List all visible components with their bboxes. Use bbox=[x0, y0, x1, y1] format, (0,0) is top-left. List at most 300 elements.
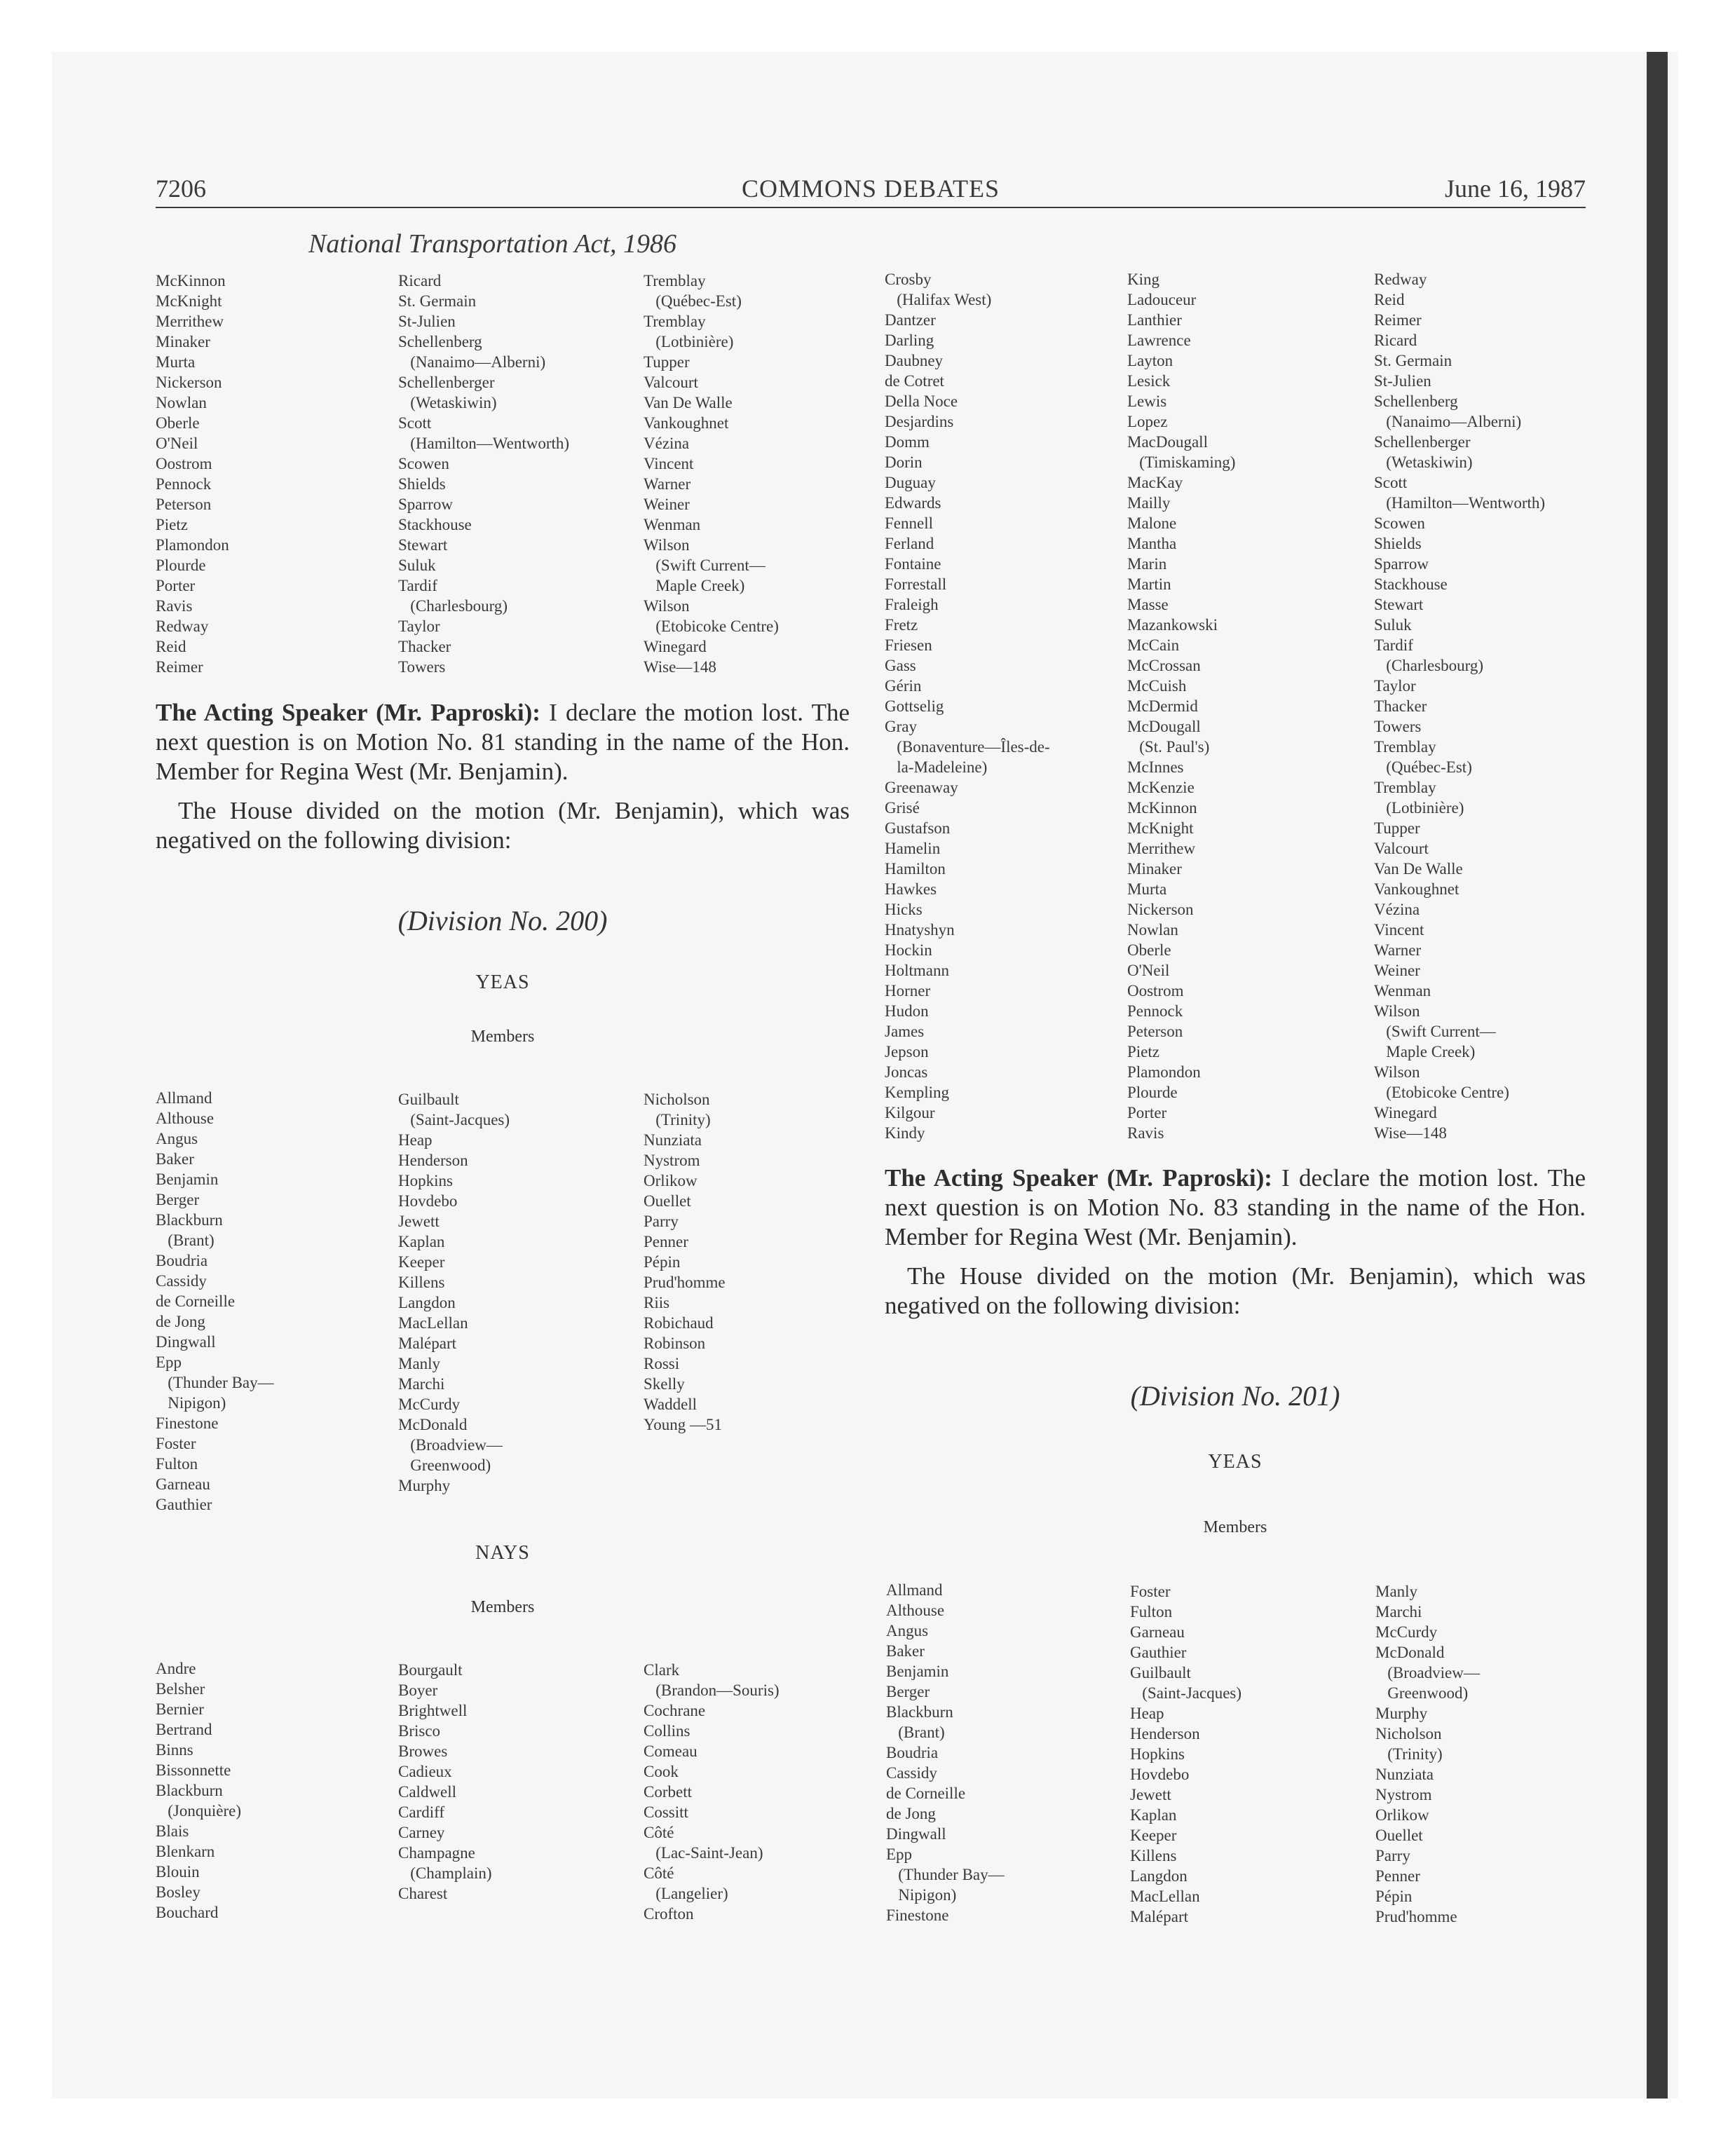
member-name: Ouellet bbox=[1375, 1827, 1423, 1844]
member-name: Lesick bbox=[1127, 372, 1171, 390]
member-name: de Cotret bbox=[885, 372, 944, 390]
member-name: O'Neil bbox=[156, 435, 198, 452]
member-name: Nicholson bbox=[644, 1091, 710, 1108]
member-name: Gérin bbox=[885, 677, 922, 695]
member-name: Hockin bbox=[885, 941, 932, 959]
member-name: Schellenberg bbox=[398, 333, 482, 350]
yeas-heading-left: YEAS bbox=[475, 971, 530, 993]
member-name: Dantzer bbox=[885, 311, 936, 329]
member-name: Duguay bbox=[885, 474, 936, 491]
member-name: Manly bbox=[1375, 1583, 1418, 1600]
member-name: Forrestall bbox=[885, 575, 947, 593]
member-name: Porter bbox=[1127, 1104, 1167, 1121]
member-name: Ricard bbox=[398, 272, 442, 289]
member-name: Taylor bbox=[1374, 677, 1416, 695]
member-name: Gauthier bbox=[156, 1496, 212, 1513]
member-name: Skelly bbox=[644, 1375, 685, 1393]
member-name: Taylor bbox=[398, 618, 440, 635]
member-name: Vézina bbox=[1374, 901, 1420, 918]
member-name: McCain bbox=[1127, 636, 1180, 654]
header-rule bbox=[156, 207, 1586, 208]
member-name: Layton bbox=[1127, 352, 1173, 369]
member-name: Jepson bbox=[885, 1043, 929, 1060]
member-name: Valcourt bbox=[644, 374, 698, 391]
member-name: (Québec-Est) bbox=[644, 292, 742, 310]
member-name: Stewart bbox=[1374, 596, 1424, 613]
member-name: Heap bbox=[398, 1131, 433, 1149]
member-name: Blackburn bbox=[156, 1211, 223, 1229]
member-name: Mailly bbox=[1127, 494, 1171, 512]
member-name: Stackhouse bbox=[398, 516, 472, 533]
yeas-members-label-right: Members bbox=[1203, 1518, 1267, 1536]
speaker-label: The Acting Speaker (Mr. Paproski): bbox=[885, 1164, 1272, 1192]
member-name: (Trinity) bbox=[644, 1111, 711, 1128]
member-name: (Etobicoke Centre) bbox=[1374, 1084, 1509, 1101]
member-name: Vankoughnet bbox=[644, 414, 729, 432]
speaker-paragraph-left bbox=[156, 698, 850, 786]
member-name: Pietz bbox=[1127, 1043, 1159, 1060]
member-name: Comeau bbox=[644, 1742, 698, 1760]
member-name: Reimer bbox=[1374, 311, 1422, 329]
member-name: Fennell bbox=[885, 514, 933, 532]
member-name: Ferland bbox=[885, 535, 934, 552]
member-name: (Charlesbourg) bbox=[1374, 657, 1484, 674]
member-name: Murta bbox=[156, 353, 196, 371]
member-name: Wise—148 bbox=[1374, 1124, 1447, 1142]
member-name: Van De Walle bbox=[644, 394, 733, 411]
member-name: (Nanaimo—Alberni) bbox=[1374, 413, 1522, 430]
member-name: (Halifax West) bbox=[885, 291, 992, 308]
member-name: St. Germain bbox=[398, 292, 477, 310]
right-yeas-list-3 bbox=[1375, 1581, 1480, 1927]
member-name: Valcourt bbox=[1374, 840, 1429, 857]
member-name: Reid bbox=[156, 638, 186, 655]
member-name: Thacker bbox=[1374, 697, 1427, 715]
member-name: Gustafson bbox=[885, 819, 951, 837]
member-name: Greenwood) bbox=[1375, 1684, 1469, 1702]
member-name: McDougall bbox=[1127, 718, 1201, 735]
member-name: Wilson bbox=[644, 536, 690, 554]
member-name: Epp bbox=[156, 1353, 182, 1371]
member-name: Caldwell bbox=[398, 1783, 457, 1801]
member-name: Jewett bbox=[398, 1213, 440, 1230]
member-name: Jewett bbox=[1130, 1786, 1171, 1803]
member-name: Mazankowski bbox=[1127, 616, 1218, 634]
member-name: McCuish bbox=[1127, 677, 1187, 695]
member-name: Murta bbox=[1127, 880, 1167, 898]
member-name: Corbett bbox=[644, 1783, 692, 1801]
member-name: Weiner bbox=[644, 496, 690, 513]
member-name: Malone bbox=[1127, 514, 1177, 532]
member-name: Andre bbox=[156, 1660, 196, 1677]
member-name: Hopkins bbox=[1130, 1745, 1185, 1763]
member-name: Gass bbox=[885, 657, 916, 674]
page-header bbox=[156, 174, 1586, 209]
member-name: Cardiff bbox=[398, 1803, 445, 1821]
member-name: Scowen bbox=[398, 455, 449, 472]
member-name: Marchi bbox=[1375, 1603, 1422, 1621]
member-name: Oberle bbox=[1127, 941, 1171, 959]
member-name: Scott bbox=[398, 414, 432, 432]
member-name: Murphy bbox=[1375, 1705, 1428, 1722]
member-name: Minaker bbox=[156, 333, 210, 350]
member-name: Marchi bbox=[398, 1375, 445, 1393]
member-name: MacLellan bbox=[1130, 1888, 1200, 1905]
member-name: Orlikow bbox=[1375, 1806, 1429, 1824]
member-name: Pennock bbox=[156, 475, 212, 493]
member-name: Althouse bbox=[156, 1110, 215, 1127]
member-name: Tupper bbox=[1374, 819, 1420, 837]
member-name: Fulton bbox=[156, 1455, 198, 1473]
member-name: Greenaway bbox=[885, 779, 958, 796]
member-name: Wilson bbox=[1374, 1002, 1420, 1020]
member-name: Nipigon) bbox=[886, 1886, 957, 1904]
member-name: Parry bbox=[1375, 1847, 1410, 1864]
left-top-list-2 bbox=[398, 271, 569, 677]
member-name: (Jonquière) bbox=[156, 1802, 241, 1820]
member-name: Rossi bbox=[644, 1355, 680, 1372]
member-name: Berger bbox=[156, 1191, 200, 1208]
member-name: Fraleigh bbox=[885, 596, 939, 613]
member-name: Belsher bbox=[156, 1680, 205, 1698]
member-name: Fulton bbox=[1130, 1603, 1173, 1621]
member-name: Schellenberger bbox=[398, 374, 495, 391]
member-name: Young —51 bbox=[644, 1416, 723, 1433]
member-name: Hopkins bbox=[398, 1172, 453, 1189]
member-name: de Jong bbox=[156, 1313, 205, 1330]
member-name: Peterson bbox=[156, 496, 212, 513]
member-name: Baker bbox=[886, 1642, 925, 1660]
member-name: Suluk bbox=[398, 557, 436, 574]
member-name: Althouse bbox=[886, 1602, 945, 1619]
member-name: (Québec-Est) bbox=[1374, 758, 1472, 776]
member-name: Hudon bbox=[885, 1002, 929, 1020]
act-title: National Transportation Act, 1986 bbox=[308, 229, 677, 259]
member-name: Tremblay bbox=[1374, 738, 1436, 756]
right-yeas-list-1 bbox=[886, 1580, 1005, 1925]
publication-date: June 16, 1987 bbox=[1445, 175, 1586, 203]
member-name: Schellenberg bbox=[1374, 393, 1458, 410]
member-name: Penner bbox=[1375, 1867, 1420, 1885]
member-name: (Etobicoke Centre) bbox=[644, 618, 779, 635]
speaker-text: I declare the motion lost. The next question is on Motion No. 83 standing in the name of the Hon. Member for Regina West (Mr. Benjamin). bbox=[885, 1164, 1586, 1250]
member-name: (Langelier) bbox=[644, 1885, 728, 1902]
right-top-list-2 bbox=[1127, 269, 1235, 1143]
member-name: Tupper bbox=[644, 353, 690, 371]
left-yeas-list-2 bbox=[398, 1089, 510, 1496]
member-name: Bosley bbox=[156, 1883, 200, 1901]
member-name: Lanthier bbox=[1127, 311, 1182, 329]
member-name: Keeper bbox=[398, 1253, 445, 1271]
member-name: Crofton bbox=[644, 1905, 694, 1923]
member-name: Penner bbox=[644, 1233, 688, 1250]
member-name: Prud'homme bbox=[1375, 1908, 1457, 1925]
member-name: Bissonnette bbox=[156, 1761, 231, 1779]
member-name: Langdon bbox=[1130, 1867, 1188, 1885]
member-name: Pépin bbox=[644, 1253, 681, 1271]
member-name: Guilbault bbox=[398, 1091, 459, 1108]
speaker-text: I declare the motion lost. The next question is on Motion No. 81 standing in the name of the Hon. Member for Regina West (Mr. Benjamin). bbox=[156, 699, 850, 785]
member-name: Garneau bbox=[156, 1475, 210, 1493]
member-name: Hnatyshyn bbox=[885, 921, 955, 939]
member-name: Wise—148 bbox=[644, 658, 716, 676]
member-name: MacDougall bbox=[1127, 433, 1208, 451]
member-name: Darling bbox=[885, 332, 934, 349]
member-name: Benjamin bbox=[886, 1663, 949, 1680]
member-name: McDonald bbox=[1375, 1644, 1445, 1661]
member-name: MacKay bbox=[1127, 474, 1183, 491]
member-name: (Broadview— bbox=[398, 1436, 503, 1454]
member-name: (Thunder Bay— bbox=[156, 1374, 274, 1391]
left-nays-list-1 bbox=[156, 1658, 241, 1923]
nays-heading-left: NAYS bbox=[475, 1542, 530, 1564]
member-name: Nicholson bbox=[1375, 1725, 1442, 1742]
member-name: St. Germain bbox=[1374, 352, 1452, 369]
member-name: Parry bbox=[644, 1213, 679, 1230]
member-name: Vincent bbox=[1374, 921, 1424, 939]
member-name: Sparrow bbox=[1374, 555, 1429, 573]
member-name: Friesen bbox=[885, 636, 932, 654]
member-name: Foster bbox=[1130, 1583, 1171, 1600]
member-name: Plourde bbox=[156, 557, 206, 574]
member-name: Vézina bbox=[644, 435, 690, 452]
member-name: Tardif bbox=[398, 577, 437, 594]
publication-title: COMMONS DEBATES bbox=[741, 175, 1000, 203]
member-name: Tardif bbox=[1374, 636, 1413, 654]
yeas-heading-right: YEAS bbox=[1208, 1451, 1263, 1473]
member-name: Charest bbox=[398, 1885, 448, 1902]
member-name: (Thunder Bay— bbox=[886, 1866, 1005, 1883]
member-name: Killens bbox=[398, 1274, 445, 1291]
member-name: (Nanaimo—Alberni) bbox=[398, 353, 546, 371]
member-name: King bbox=[1127, 271, 1159, 288]
member-name: McCurdy bbox=[398, 1396, 461, 1413]
member-name: Ouellet bbox=[644, 1192, 691, 1210]
member-name: Prud'homme bbox=[644, 1274, 726, 1291]
right-top-list-1 bbox=[885, 269, 1050, 1143]
member-name: McDermid bbox=[1127, 697, 1198, 715]
member-name: Horner bbox=[885, 982, 931, 999]
member-name: Lopez bbox=[1127, 413, 1168, 430]
member-name: Suluk bbox=[1374, 616, 1412, 634]
member-name: Vankoughnet bbox=[1374, 880, 1460, 898]
left-yeas-list-1 bbox=[156, 1088, 274, 1515]
left-top-list-1 bbox=[156, 271, 229, 677]
member-name: Towers bbox=[1374, 718, 1422, 735]
member-name: Nystrom bbox=[644, 1152, 700, 1169]
member-name: (Trinity) bbox=[1375, 1745, 1443, 1763]
member-name: Nowlan bbox=[1127, 921, 1178, 939]
house-divided-paragraph-left: The House divided on the motion (Mr. Benjamin), which was negatived on the following division: bbox=[156, 797, 850, 854]
member-name: Henderson bbox=[398, 1152, 468, 1169]
member-name: Nickerson bbox=[156, 374, 222, 391]
member-name: de Corneille bbox=[156, 1292, 236, 1310]
member-name: Kempling bbox=[885, 1084, 949, 1101]
member-name: (Hamilton—Wentworth) bbox=[1374, 494, 1546, 512]
member-name: McKnight bbox=[156, 292, 222, 310]
member-name: Bertrand bbox=[156, 1721, 212, 1738]
member-name: (Lotbinière) bbox=[644, 333, 734, 350]
member-name: Warner bbox=[644, 475, 691, 493]
member-name: Plamondon bbox=[156, 536, 229, 554]
member-name: Mantha bbox=[1127, 535, 1177, 552]
right-top-list-3 bbox=[1374, 269, 1545, 1143]
member-name: St-Julien bbox=[398, 313, 456, 330]
member-name: Fontaine bbox=[885, 555, 941, 573]
member-name: Robinson bbox=[644, 1335, 706, 1352]
member-name: Warner bbox=[1374, 941, 1422, 959]
member-name: Wilson bbox=[644, 597, 690, 615]
member-name: St-Julien bbox=[1374, 372, 1431, 390]
member-name: Boudria bbox=[156, 1252, 208, 1269]
member-name: Garneau bbox=[1130, 1623, 1185, 1641]
member-name: (Wetaskiwin) bbox=[1374, 453, 1473, 471]
member-name: Murphy bbox=[398, 1477, 451, 1494]
member-name: (Swift Current— bbox=[1374, 1023, 1496, 1040]
member-name: (Wetaskiwin) bbox=[398, 394, 497, 411]
member-name: Hovdebo bbox=[398, 1192, 458, 1210]
member-name: McCurdy bbox=[1375, 1623, 1438, 1641]
member-name: Hamelin bbox=[885, 840, 941, 857]
member-name: Orlikow bbox=[644, 1172, 698, 1189]
member-name: Gauthier bbox=[1130, 1644, 1187, 1661]
member-name: Heap bbox=[1130, 1705, 1164, 1722]
member-name: Daubney bbox=[885, 352, 944, 369]
member-name: Marin bbox=[1127, 555, 1167, 573]
member-name: Tremblay bbox=[644, 272, 706, 289]
member-name: Gottselig bbox=[885, 697, 944, 715]
member-name: Brightwell bbox=[398, 1702, 468, 1719]
member-name: Oostrom bbox=[1127, 982, 1184, 999]
member-name: Blackburn bbox=[156, 1782, 223, 1799]
member-name: Cochrane bbox=[644, 1702, 706, 1719]
member-name: (Saint-Jacques) bbox=[398, 1111, 510, 1128]
division-heading-200: (Division No. 200) bbox=[397, 905, 608, 936]
member-name: Crosby bbox=[885, 271, 932, 288]
member-name: Schellenberger bbox=[1374, 433, 1471, 451]
member-name: (St. Paul's) bbox=[1127, 738, 1210, 756]
member-name: Winegard bbox=[644, 638, 707, 655]
member-name: Martin bbox=[1127, 575, 1171, 593]
member-name: Lewis bbox=[1127, 393, 1167, 410]
member-name: Shields bbox=[398, 475, 446, 493]
member-name: Champagne bbox=[398, 1844, 475, 1862]
member-name: McKenzie bbox=[1127, 779, 1195, 796]
member-name: McCrossan bbox=[1127, 657, 1201, 674]
member-name: Bouchard bbox=[156, 1904, 219, 1921]
member-name: Cook bbox=[644, 1763, 679, 1780]
member-name: Dorin bbox=[885, 453, 923, 471]
member-name: Weiner bbox=[1374, 962, 1420, 979]
member-name: Epp bbox=[886, 1845, 913, 1863]
member-name: Sparrow bbox=[398, 496, 453, 513]
member-name: Van De Walle bbox=[1374, 860, 1463, 878]
member-name: Cassidy bbox=[886, 1764, 937, 1782]
member-name: Della Noce bbox=[885, 393, 958, 410]
member-name: Ravis bbox=[1127, 1124, 1164, 1142]
member-name: Collins bbox=[644, 1722, 690, 1740]
member-name: Waddell bbox=[644, 1396, 698, 1413]
member-name: (Brant) bbox=[156, 1231, 215, 1249]
member-name: Merrithew bbox=[1127, 840, 1196, 857]
member-name: Peterson bbox=[1127, 1023, 1183, 1040]
scan-edge bbox=[1647, 52, 1668, 2099]
member-name: Wenman bbox=[1374, 982, 1431, 999]
member-name: Wilson bbox=[1374, 1063, 1420, 1081]
member-name: Lawrence bbox=[1127, 332, 1191, 349]
member-name: Brisco bbox=[398, 1722, 441, 1740]
member-name: James bbox=[885, 1023, 925, 1040]
speaker-label: The Acting Speaker (Mr. Paproski): bbox=[156, 699, 540, 726]
member-name: (Broadview— bbox=[1375, 1664, 1480, 1681]
member-name: la-Madeleine) bbox=[885, 758, 988, 776]
member-name: Nipigon) bbox=[156, 1394, 226, 1412]
member-name: McDonald bbox=[398, 1416, 468, 1433]
member-name: Grisé bbox=[885, 799, 920, 817]
member-name: Hawkes bbox=[885, 880, 937, 898]
member-name: MacLellan bbox=[398, 1314, 468, 1332]
member-name: Merrithew bbox=[156, 313, 224, 330]
member-name: (Charlesbourg) bbox=[398, 597, 508, 615]
member-name: Masse bbox=[1127, 596, 1169, 613]
member-name: Desjardins bbox=[885, 413, 954, 430]
member-name: Plourde bbox=[1127, 1084, 1178, 1101]
member-name: Finestone bbox=[886, 1906, 949, 1924]
member-name: Boyer bbox=[398, 1681, 438, 1699]
member-name: Vincent bbox=[644, 455, 694, 472]
member-name: Killens bbox=[1130, 1847, 1177, 1864]
member-name: Maple Creek) bbox=[1374, 1043, 1476, 1060]
member-name: Guilbault bbox=[1130, 1664, 1191, 1681]
member-name: Hamilton bbox=[885, 860, 946, 878]
member-name: Côté bbox=[644, 1824, 674, 1841]
member-name: Blais bbox=[156, 1822, 189, 1840]
member-name: Allmand bbox=[886, 1581, 943, 1599]
member-name: Joncas bbox=[885, 1063, 928, 1081]
member-name: Manly bbox=[398, 1355, 441, 1372]
left-nays-list-3 bbox=[644, 1660, 780, 1924]
member-name: Greenwood) bbox=[398, 1456, 491, 1474]
member-name: Clark bbox=[644, 1661, 680, 1679]
member-name: Oberle bbox=[156, 414, 200, 432]
member-name: Cadieux bbox=[398, 1763, 452, 1780]
member-name: McKnight bbox=[1127, 819, 1194, 837]
member-name: de Corneille bbox=[886, 1785, 966, 1802]
member-name: Nickerson bbox=[1127, 901, 1194, 918]
member-name: Ladouceur bbox=[1127, 291, 1197, 308]
member-name: Winegard bbox=[1374, 1104, 1437, 1121]
member-name: (Timiskaming) bbox=[1127, 453, 1236, 471]
member-name: Holtmann bbox=[885, 962, 949, 979]
member-name: Angus bbox=[886, 1622, 929, 1639]
member-name: Wenman bbox=[644, 516, 701, 533]
member-name: (Brandon—Souris) bbox=[644, 1681, 780, 1699]
member-name: Tremblay bbox=[1374, 779, 1436, 796]
member-name: Fretz bbox=[885, 616, 918, 634]
member-name: Hicks bbox=[885, 901, 923, 918]
member-name: de Jong bbox=[886, 1805, 936, 1822]
member-name: (Swift Current— bbox=[644, 557, 766, 574]
member-name: Kaplan bbox=[398, 1233, 445, 1250]
member-name: Robichaud bbox=[644, 1314, 714, 1332]
member-name: (Champlain) bbox=[398, 1864, 492, 1882]
member-name: (Lac-Saint-Jean) bbox=[644, 1844, 763, 1862]
member-name: Hovdebo bbox=[1130, 1766, 1190, 1783]
member-name: Dingwall bbox=[886, 1825, 946, 1843]
member-name: Edwards bbox=[885, 494, 941, 512]
member-name: Finestone bbox=[156, 1414, 219, 1432]
member-name: Redway bbox=[1374, 271, 1427, 288]
